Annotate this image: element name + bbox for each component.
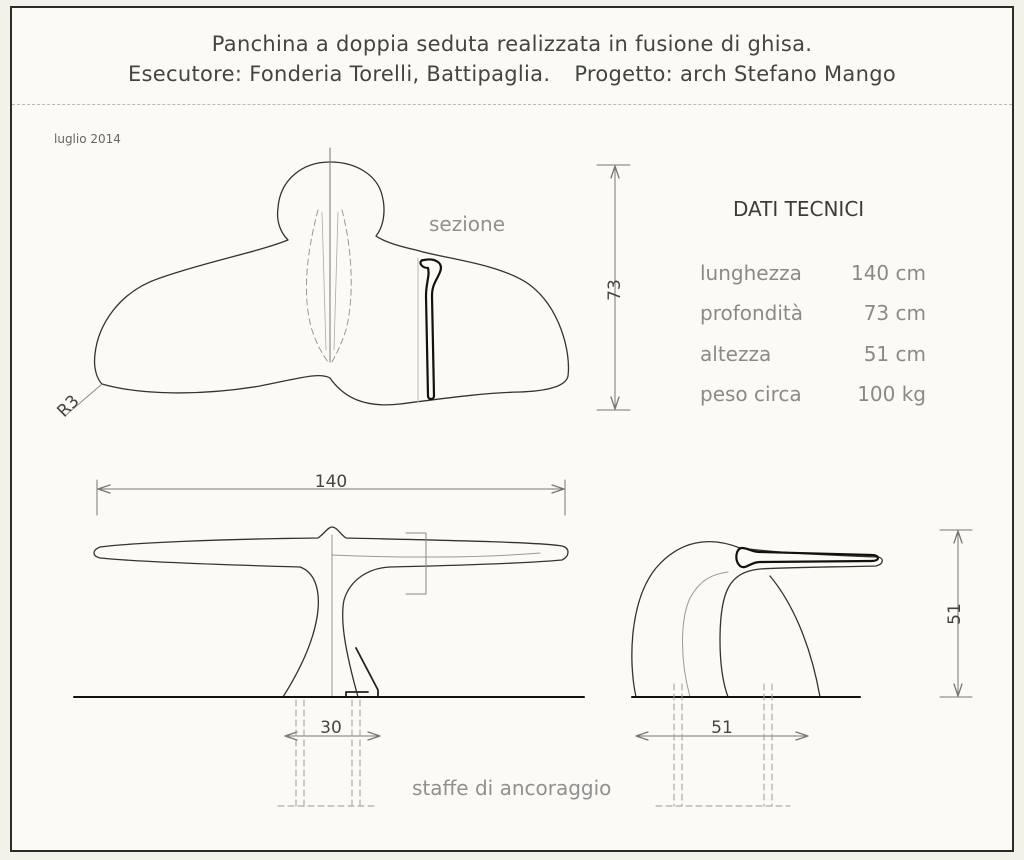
spec-value: 51 cm <box>863 342 926 366</box>
spec-value: 100 kg <box>857 382 926 406</box>
front-seat-inner <box>332 553 540 557</box>
side-body <box>632 542 882 697</box>
plan-outline <box>95 162 569 405</box>
side-anchor-left <box>674 684 682 806</box>
section-label: sezione <box>429 212 505 236</box>
specs-heading: DATI TECNICI <box>733 197 865 221</box>
plan-inner-curve-left <box>306 210 328 362</box>
drawing-date: luglio 2014 <box>54 132 121 146</box>
front-seat <box>94 527 568 697</box>
executor-text: Esecutore: Fonderia Torelli, Battipaglia. <box>127 62 551 86</box>
spec-value: 73 cm <box>863 301 926 325</box>
plan-depth-dim: 73 <box>605 279 625 301</box>
spec-value: 140 cm <box>850 261 926 285</box>
title-line-1: Panchina a doppia seduta realizzata in fusione di ghisa. <box>211 32 813 56</box>
project-text: Progetto: arch Stefano Mango <box>574 62 896 86</box>
front-bracket <box>346 648 378 697</box>
spec-key: altezza <box>700 342 772 366</box>
front-view <box>74 480 584 806</box>
spec-key: peso circa <box>700 382 802 406</box>
side-base-dim: 51 <box>711 718 733 738</box>
side-rear-leg <box>770 576 820 697</box>
front-base-dim: 30 <box>320 718 342 738</box>
radius-label: R3 <box>53 391 84 422</box>
section-profile <box>421 260 441 400</box>
spec-key: lunghezza <box>700 261 802 285</box>
side-anchor-right <box>764 684 772 806</box>
side-view <box>632 530 972 806</box>
front-anchor-right <box>352 700 360 806</box>
side-seat-section <box>736 548 878 567</box>
anchors-label: staffe di ancoraggio <box>412 776 612 800</box>
plan-view <box>53 148 630 422</box>
plan-inner-curve-right <box>332 210 351 362</box>
side-height-dim: 51 <box>945 603 965 625</box>
side-back-curve <box>683 572 729 697</box>
spec-key: profondità <box>700 301 804 325</box>
front-section-mark <box>406 533 426 594</box>
front-length-dim: 140 <box>314 472 348 492</box>
front-anchor-left <box>296 700 304 806</box>
